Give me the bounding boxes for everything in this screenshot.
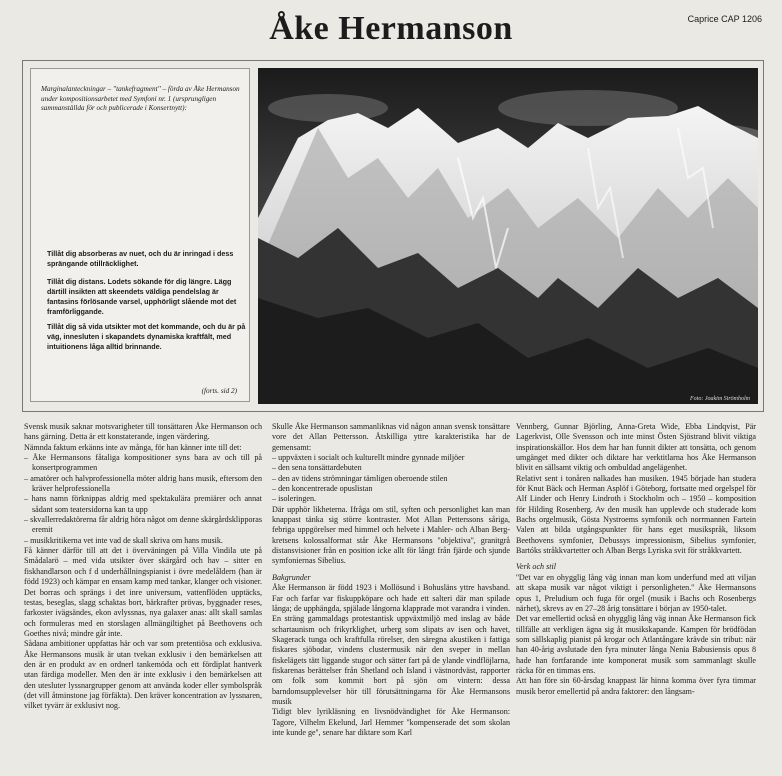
list [272, 453, 510, 505]
paragraph: Att han före sin 60-årsdag knappast lär hinna komma över fyra timmar musik beror emellertid på andra faktorer: den långsam- [516, 676, 756, 696]
section-heading: Verk och stil [516, 562, 557, 572]
paragraph: Få känner därför till att det i överväningen på Villa Vindila ute på Smådalarö – med vida utsikter över skärgård och hav – sitter en fiskhandlarson och f d underhållningspianist i övre medelåldern (han är född 1923) och kämpar en ensam kamp med tankar, klanger och visioner. Det borras och sprängs i det inre universum, vattenflöden upptäcks, testas, beseglas, slagg schaktas bort, bärkrafter prövas, byggnader reses, farkoster ivägsändes, ekon avlyssnas, nya galaxer anas: allt skall samlas och formuleras med en storslagen allmängiltighet på Beethovens och Goethes nivå; mindre går inte. [24, 546, 262, 638]
paragraph: Det var emellertid också en ohygglig lång väg innan Åke Hermanson fick tillfälle att verkligen ägna sig åt musikskapande. Kampen för brödfödan som sällskaplig pianist på krogar och Atlantångare krävde sin tribut: när han 40-årig avslutade den fyra minuter långa Nenia Babusiensis opus 8 hade han fortfarande inte komponerat musik som sammanlagt skulle räcka för en timmas ens. [516, 614, 756, 675]
paragraph: Svensk musik saknar motsvarigheter till tonsättaren Åke Hermanson och hans gärning. Detta är ett konstaterande, ingen värdering. [24, 422, 262, 442]
stanza-1: Tillåt dig absorberas av nuet, och du är inringad i dess sprängande otillräcklighet. [47, 249, 234, 269]
mountain-landscape-image [258, 68, 758, 404]
catalog-number: Caprice CAP 1206 [687, 14, 762, 24]
list-item: – skvallerredaktörerna får aldrig höra något om denne skärgårdsklipporas eremit [24, 515, 262, 535]
article-column-3 [516, 422, 756, 697]
list-item: – hans namn förknippas aldrig med spektakulära premiärer och annat sådant som teatersidorna kan ta upp [24, 494, 262, 514]
list-item: – den koncentrerade opuslistan [272, 484, 373, 494]
paragraph: ''Det var en ohygglig lång väg innan man kom underfund med att viljan att skapa musik var något viktigt i personligheten.'' Åke Hermansons opus 1, Preludium och fuga för orgel (musik i Bachs och Rosenbergs närhet), skrevs av en 27–28 årig tonsättare i början av 1950-talet. [516, 572, 756, 613]
continued-note: (forts. sid 2) [201, 387, 237, 395]
list-item: – den av tidens strömningar tämligen oberoende stilen [272, 473, 448, 483]
margin-notes-box [30, 68, 250, 402]
stanza-2: Tillåt dig distans. Lodets sökande för dig längre. Lägg därtill insikten att skeendets väldiga pendelslag är fantasins förlösande varsel, upphörligt slående mot det framförliggande. [47, 277, 237, 317]
album-title: Åke Hermanson [269, 10, 513, 47]
stanza-3: Tillåt dig så vida utsikter mot det kommande, och du är på väg, inneslutеn i skapandets dynamiska kraftfält, med intuitionens låga alltid brinnande. [47, 322, 246, 352]
list-item: – den sena tonsättardebuten [272, 463, 362, 473]
mountain-photo [258, 68, 758, 404]
list-item: – isoleringen. [272, 494, 317, 504]
paragraph: Nämnda faktum erkänns inte av många, för han känner inte till det: [24, 442, 242, 452]
paragraph: Skulle Åke Hermanson sammanliknas vid någon annan svensk tonsättare vore det Allan Pettersson. Åtskilliga yttre karakteristika har de gemensamt: [272, 422, 510, 452]
paragraph: Sådana ambitioner uppfattas här och var som pretentiösa och exklusiva. Åke Hermansons musik är utan tvekan exklusiv i den bemärkelsen att den är en produkt av en ordnerl tankemöda och ett fördiplat hantverk utan färdiga modeller. Men den är inte exklusiv i den bemärkelsen att den utesluter lyssnargrupper genom att använda koder eller symbolspråk (det vill åtminstone jag förfäkta). Den kräver koncentration av lyssnaren, vilket tyvärr är exklusivt nog. [24, 639, 262, 711]
list-item: – uppväxten i socialt och kulturellt mindre gynnade miljöer [272, 453, 465, 463]
list-item: – Åke Hermansons fåtaliga kompositioner syns bara av och till på konsertprogrammen [24, 453, 262, 473]
paragraph: Åke Hermanson är född 1923 i Mollösund i Bohusläns yttre havsband. Far och farfar var fiskuppköpare och hade ett salteri där man spilade långa; de upphängda, spjälade långorna klapprade mot varandra i vinden. En sträng gammaldags protestantisk uppväxtmiljö med inslag av både schartaunism och frikyrklighet, urberg som slipats av isen och havet, Skagerack tunga och kraftfulla rörelser, den säregna akustiken i fattiga fiskares sjöbodar, vindens clustermusik när den sveper in mellan fiskelägets tätt liggande stugor och sätter fart på de ylande vindflöjlarna, fiskarenas berättelser från Shetland och Island i västnordväst, rapporter om folk som kommit bort på sjön om vintern: dessa barndomsupplevelser hör till förutsättningarna för Åke Hermansons musik [272, 583, 510, 706]
paragraph: Relativt sent i tonåren nalkades han musiken. 1945 började han studera för Knut Bäck och Herman Asplöf i Göteborg, fortsatte med orgelspel för Alf Linder och Henry Lindroth i Stockholm och – 1950 – komposition för Hilding Rosenberg. Av den musik han upplevde och studerade kom Bachs orgelmusik, Gösta Nystroems symfonik och norrmannen Fartein Valen att bilda utgångspunkter för hans eget musikspråk, liksom Beethovens symfonier, Debussys impressionism, Sibelius symfonier, Bartóks stråkkvartetter och Alban Bergs Lyriska svit för stråkkvartett. [516, 473, 756, 556]
article-column-2 [272, 422, 510, 738]
list-item: – amatörer och halvprofessionella möter aldrig hans musik, eftersom den kräver helprofessionella [24, 473, 262, 494]
paragraph: Vennberg, Gunnar Björling, Anna-Greta Wide, Ebba Lindqvist, Pär Lagerkvist, Olle Svensson och inte minst Östen Sjöstrand blivit viktiga inspirationskällor. Hos dem har han funnit dikter att tonsätta, och genom umgänget med dikter och diktare har verktitlarna hos Åke Hermanson blivit en sällsamt viktig och ombuldad angelägenhet. [516, 422, 756, 473]
paragraph: Där upphör likheterna. Ifråga om stil, syften och personlighet kan man knappast tänka sig större kontraster. Mot Allan Petterssons såriga, febriga uppgörelser med himmel och helvete i Mahler- och Alban Berg-kretsens kolossalformat står Åke Hermansons ''objektiva'', granitgrå distansvisioner från en position icke allt för långt från fjärde och sjunde symfoniernas Sibelius. [272, 504, 510, 566]
list [24, 453, 262, 546]
article-column-1 [24, 422, 262, 712]
list-item: – musikkritikerna vet inte vad de skall skriva om hans musik. [24, 535, 223, 545]
margin-notes-caption: Marginalanteckningar – ''tankefragment'' – förda av Åke Hermanson under kompositionsarbetet med Symfoni nr. 1 (ursprungligen sammanställda för och publicerade i Konsertnytt): [41, 85, 240, 113]
photo-credit: Foto: Joakim Strömholm [690, 396, 750, 402]
section-heading: Bakgrunder [272, 572, 311, 582]
paragraph: Tidigt blev lyrikläsning en livsnödvändighet för Åke Hermanson: Tagore, Vilhelm Ekelund, Jarl Hemmer ''kompenserade det som skolan inte kunde ge'', senare har diktare som Karl [272, 707, 510, 737]
